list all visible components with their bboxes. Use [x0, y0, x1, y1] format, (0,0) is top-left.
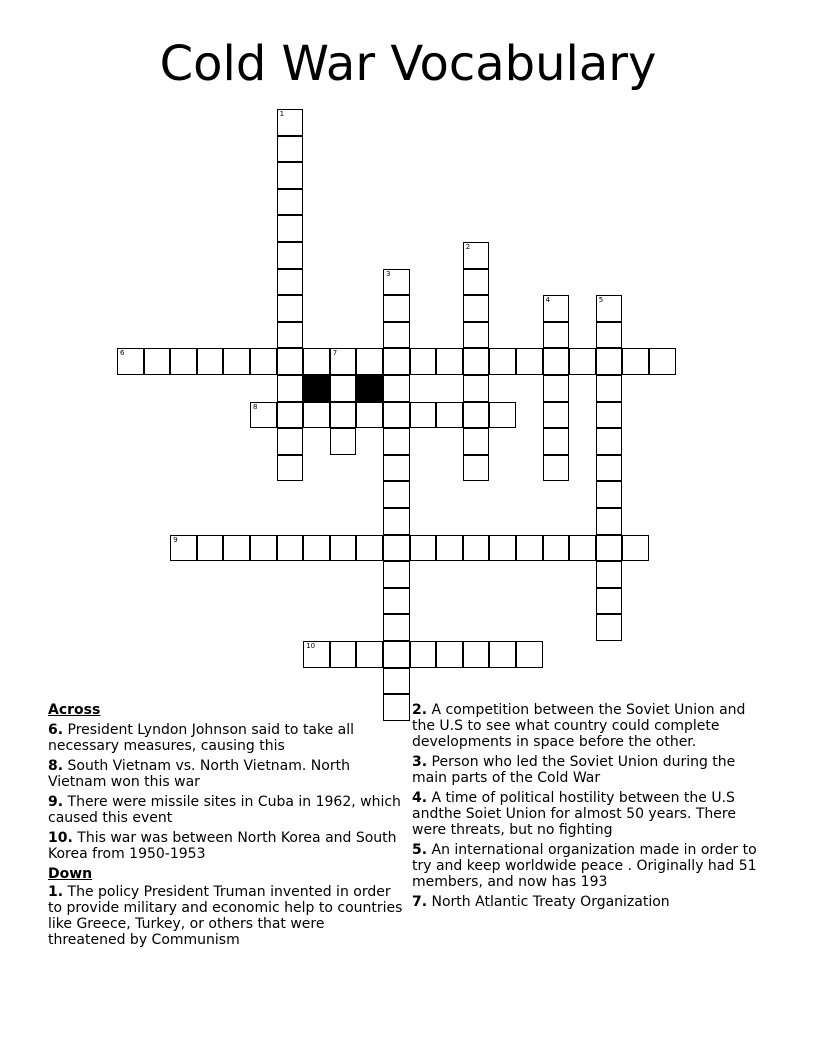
grid-cell[interactable]: [596, 614, 623, 641]
clue-number: 9.: [48, 794, 64, 810]
cell-number: 10: [306, 642, 316, 650]
clue-text: South Vietnam vs. North Vietnam. North Vietnam won this war: [48, 758, 350, 790]
grid-cell[interactable]: [383, 348, 410, 375]
clues-left-column: [48, 702, 404, 948]
grid-cell[interactable]: [543, 402, 570, 429]
grid-cell[interactable]: [622, 535, 649, 562]
grid-cell[interactable]: [277, 109, 304, 136]
grid-cell[interactable]: [489, 402, 516, 429]
grid-cell[interactable]: [383, 455, 410, 482]
cell-number: 8: [253, 402, 258, 411]
grid-cell[interactable]: [383, 641, 410, 668]
clue-text: President Lyndon Johnson said to take all necessary measures, causing this: [48, 722, 355, 754]
grid-cell[interactable]: [463, 348, 490, 375]
grid-cell[interactable]: [330, 428, 357, 455]
grid-cell[interactable]: [410, 535, 437, 562]
cell-number: 4: [545, 296, 551, 305]
grid-cell[interactable]: [569, 348, 596, 375]
clue-number: 5.: [412, 842, 428, 858]
grid-cell[interactable]: [516, 348, 543, 375]
grid-cell[interactable]: [277, 295, 304, 322]
grid-cell[interactable]: [117, 348, 144, 375]
grid-cell[interactable]: [516, 641, 543, 668]
page-title: Cold War Vocabulary: [159, 36, 657, 92]
grid-cell[interactable]: [596, 535, 623, 562]
grid-cell[interactable]: [436, 348, 463, 375]
grid-cell[interactable]: [277, 402, 304, 429]
clues-right-column: [412, 702, 762, 910]
grid-cell[interactable]: [383, 508, 410, 535]
grid-cell[interactable]: [250, 535, 277, 562]
grid-cell[interactable]: [543, 535, 570, 562]
grid-cell[interactable]: [330, 402, 357, 429]
grid-cell[interactable]: [463, 641, 490, 668]
clue-text: Person who led the Soviet Union during the main parts of the Cold War: [412, 754, 736, 786]
grid-cell[interactable]: [463, 428, 490, 455]
grid-cell[interactable]: [330, 641, 357, 668]
grid-cell[interactable]: [144, 348, 171, 375]
grid-cell[interactable]: [463, 402, 490, 429]
grid-cell[interactable]: [596, 295, 623, 322]
clue-text: There were missile sites in Cuba in 1962, which caused this event: [48, 794, 401, 826]
grid-cell[interactable]: [543, 348, 570, 375]
grid-cell[interactable]: [303, 641, 330, 668]
cell-number: 7: [332, 349, 338, 358]
clue-text: A time of political hostility between the U.S andthe Soiet Union for almost 50 years. There were threats, but no fighting: [412, 790, 736, 838]
grid-cell[interactable]: [596, 402, 623, 429]
grid-cell[interactable]: [463, 295, 490, 322]
across-clue-6: [48, 722, 404, 754]
grid-cell[interactable]: [436, 402, 463, 429]
across-clue-8: [48, 758, 404, 790]
down-clue-2: [412, 702, 762, 750]
grid-cell[interactable]: [277, 322, 304, 349]
down-clue-5: [412, 842, 762, 890]
grid-cell[interactable]: [303, 348, 330, 375]
grid-cell[interactable]: [463, 269, 490, 296]
grid-cell[interactable]: [596, 561, 623, 588]
grid-cell[interactable]: [383, 614, 410, 641]
grid-cell[interactable]: [277, 455, 304, 482]
grid-cell[interactable]: [436, 535, 463, 562]
grid-cell[interactable]: [489, 348, 516, 375]
grid-cell[interactable]: [383, 481, 410, 508]
grid-cell[interactable]: [197, 535, 224, 562]
grid-cell[interactable]: [277, 189, 304, 216]
grid-cell[interactable]: [223, 535, 250, 562]
grid-cell[interactable]: [516, 535, 543, 562]
grid-cell[interactable]: [356, 348, 383, 375]
grid-cell[interactable]: [410, 402, 437, 429]
down-heading: Down: [48, 866, 93, 882]
black-square: [356, 375, 383, 402]
grid-cell[interactable]: [649, 348, 676, 375]
across-clue-9: [48, 794, 404, 826]
grid-cell[interactable]: [277, 428, 304, 455]
clue-number: 4.: [412, 790, 428, 806]
grid-cell[interactable]: [383, 402, 410, 429]
grid-cell[interactable]: [463, 322, 490, 349]
grid-cell[interactable]: [622, 348, 649, 375]
grid-cell[interactable]: [596, 375, 623, 402]
grid-cell[interactable]: [569, 535, 596, 562]
grid-cell[interactable]: [436, 641, 463, 668]
grid-cell[interactable]: [596, 481, 623, 508]
grid-cell[interactable]: [277, 136, 304, 163]
grid-cell[interactable]: [383, 668, 410, 695]
grid-cell[interactable]: [277, 162, 304, 189]
cell-number: 6: [120, 349, 125, 358]
clue-number: 2.: [412, 702, 428, 718]
clue-text: A competition between the Soviet Union and the U.S to see what country could complete developments in space before the other.: [412, 702, 746, 750]
clue-number: 1.: [48, 884, 64, 900]
grid-cell[interactable]: [330, 535, 357, 562]
grid-cell[interactable]: [596, 322, 623, 349]
clue-number: 8.: [48, 758, 64, 774]
grid-cell[interactable]: [303, 535, 330, 562]
grid-cell[interactable]: [383, 269, 410, 296]
grid-cell[interactable]: [383, 535, 410, 562]
cell-number: 2: [465, 243, 471, 251]
grid-cell[interactable]: [596, 455, 623, 482]
grid-cell[interactable]: [170, 348, 197, 375]
down-clue-4: [412, 790, 762, 838]
grid-cell[interactable]: [543, 322, 570, 349]
grid-cell[interactable]: [277, 375, 304, 402]
grid-cell[interactable]: [383, 322, 410, 349]
clue-text: The policy President Truman invented in order to provide military and economic help to countries like Greece, Turkey, or others that were threatened by Communism: [48, 884, 403, 948]
grid-cell[interactable]: [330, 348, 357, 375]
grid-cell[interactable]: [383, 375, 410, 402]
grid-cell[interactable]: [596, 348, 623, 375]
grid-cell[interactable]: [197, 348, 224, 375]
grid-cell[interactable]: [223, 348, 250, 375]
grid-cell[interactable]: [463, 535, 490, 562]
clue-text: North Atlantic Treaty Organization: [431, 894, 670, 910]
grid-cell[interactable]: [463, 375, 490, 402]
grid-cell[interactable]: [277, 269, 304, 296]
grid-cell[interactable]: [543, 375, 570, 402]
grid-cell[interactable]: [383, 588, 410, 615]
grid-cell[interactable]: [170, 535, 197, 562]
grid-cell[interactable]: [277, 348, 304, 375]
clue-number: 7.: [412, 894, 428, 910]
clue-text: This war was between North Korea and South Korea from 1950-1953: [48, 830, 397, 862]
grid-cell[interactable]: [543, 428, 570, 455]
cell-number: 9: [173, 535, 178, 544]
down-clue-7: [412, 894, 762, 910]
down-clue-3: [412, 754, 762, 786]
cell-number: 3: [386, 269, 391, 278]
grid-cell[interactable]: [330, 375, 357, 402]
grid-cell[interactable]: [277, 535, 304, 562]
grid-cell[interactable]: [596, 428, 623, 455]
grid-cell[interactable]: [383, 295, 410, 322]
clue-text: An international organization made in order to try and keep worldwide peace . Originally had 51 members, and now has 193: [412, 842, 757, 890]
grid-cell[interactable]: [596, 508, 623, 535]
grid-cell[interactable]: [596, 588, 623, 615]
grid-cell[interactable]: [250, 402, 277, 429]
grid-cell[interactable]: [277, 215, 304, 242]
grid-cell[interactable]: [463, 242, 490, 269]
grid-cell[interactable]: [356, 402, 383, 429]
grid-cell[interactable]: [383, 561, 410, 588]
down-clue-1: [48, 884, 404, 948]
grid-cell[interactable]: [463, 455, 490, 482]
across-heading: Across: [48, 702, 101, 718]
clue-number: 6.: [48, 722, 64, 738]
grid-cell[interactable]: [303, 402, 330, 429]
clue-number: 3.: [412, 754, 428, 770]
clue-number: 10.: [48, 830, 73, 846]
grid-cell[interactable]: [410, 348, 437, 375]
grid-cell[interactable]: [250, 348, 277, 375]
grid-cell[interactable]: [543, 455, 570, 482]
grid-cell[interactable]: [489, 641, 516, 668]
cell-number: 1: [279, 110, 285, 118]
grid-cell[interactable]: [277, 242, 304, 269]
cell-number: 5: [598, 296, 604, 305]
grid-cell[interactable]: [489, 535, 516, 562]
black-square: [303, 375, 330, 402]
grid-cell[interactable]: [356, 535, 383, 562]
across-clue-10: [48, 830, 404, 862]
grid-cell[interactable]: [410, 641, 437, 668]
grid-cell[interactable]: [383, 428, 410, 455]
grid-cell[interactable]: [356, 641, 383, 668]
grid-cell[interactable]: [543, 295, 570, 322]
